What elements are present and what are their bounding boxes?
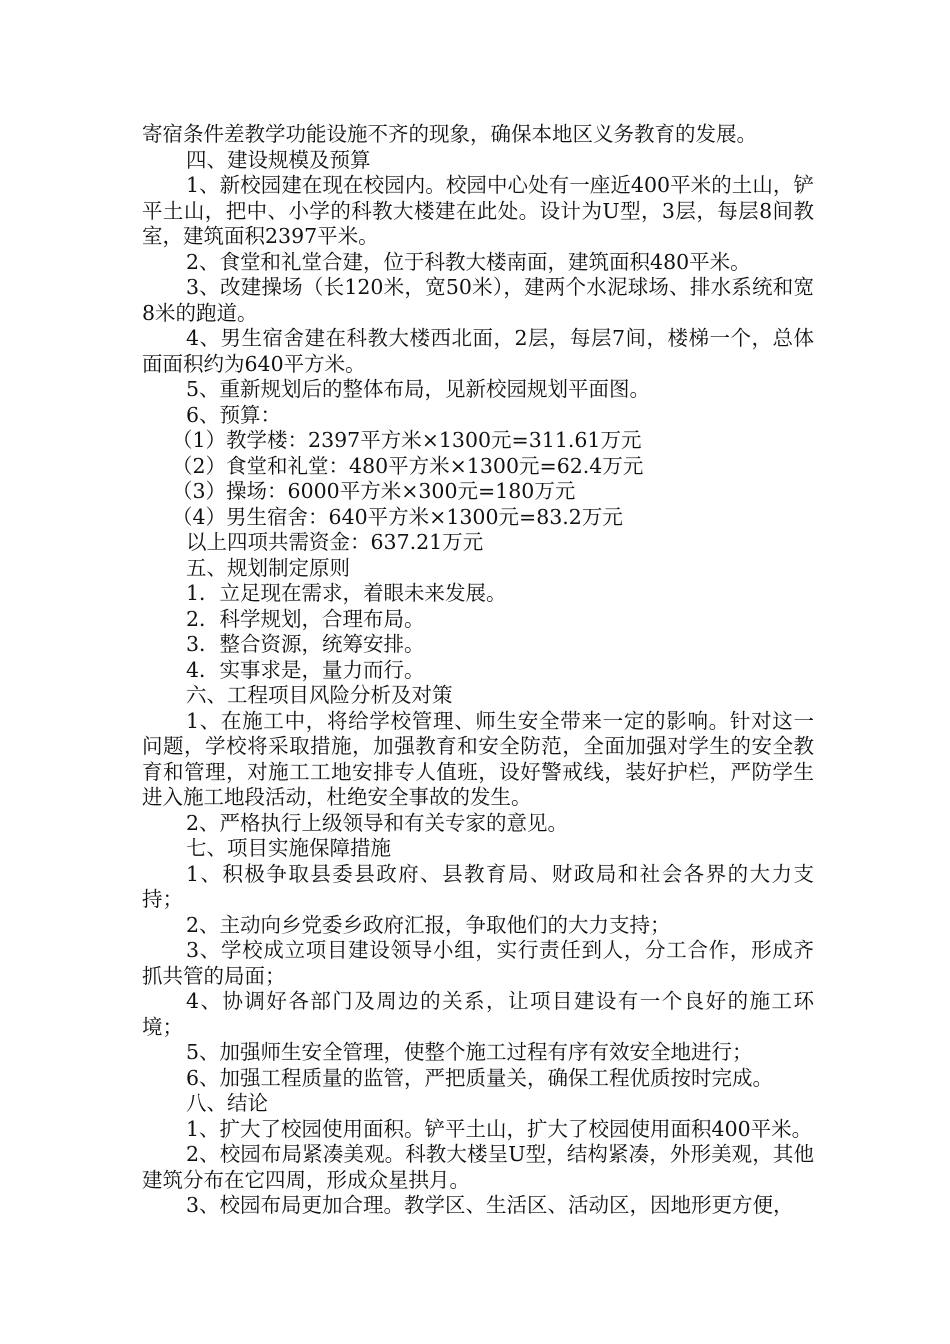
paragraph: 1、新校园建在现在校园内。校园中心处有一座近400平米的土山，铲平土山，把中、小学的科教大楼建在此处。设计为U型，3层，每层8间教室，建筑面积2397平米。 [142,173,814,248]
paragraph: 2、食堂和礼堂合建，位于科教大楼南面，建筑面积480平米。 [186,249,751,274]
list-item: 4．实事求是，量力而行。 [186,657,425,682]
paragraph: 1、积极争取县委县政府、县教育局、财政局和社会各界的大力支持； [142,861,814,911]
budget-item: （4）男生宿舍：640平方米×1300元=83.2万元 [172,504,623,529]
section-heading: 八、结论 [186,1091,268,1115]
list-item: 2．科学规划，合理布局。 [186,606,425,631]
paragraph: 1、在施工中，将给学校管理、师生安全带来一定的影响。针对这一问题，学校将采取措施，加强教育和安全防范，全面加强对学生的安全教育和管理，对施工工地安排专人值班，设好警戒线，装好护栏，严防学生进入施工地段活动，杜绝安全事故的发生。 [142,708,814,809]
paragraph: 4、男生宿舍建在科教大楼西北面，2层，每层7间，楼梯一个，总体面面积约为640平方米。 [142,326,814,376]
paragraph: 2、校园布局紧凑美观。科教大楼呈U型，结构紧凑，外形美观，其他建筑分布在它四周，形成众星拱月。 [142,1142,814,1192]
paragraph: 6、加强工程质量的监管，严把质量关，确保工程优质按时完成。 [186,1065,774,1090]
budget-item: （2）食堂和礼堂：480平方米×1300元=62.4万元 [172,453,644,478]
paragraph: 4、协调好各部门及周边的关系，让项目建设有一个良好的施工环境； [142,989,814,1039]
section-heading: 五、规划制定原则 [186,555,350,580]
paragraph: 寄宿条件差教学功能设施不齐的现象，确保本地区义务教育的发展。 [142,122,757,146]
section-heading: 七、项目实施保障措施 [186,836,391,860]
paragraph: 3、校园布局更加合理。教学区、生活区、活动区，因地形更方便， [186,1193,794,1217]
section-heading: 六、工程项目风险分析及对策 [186,683,453,707]
paragraph: 1、扩大了校园使用面积。铲平土山，扩大了校园使用面积400平米。 [186,1116,813,1141]
budget-total: 以上四项共需资金：637.21万元 [186,530,484,554]
paragraph: 3、学校成立项目建设领导小组，实行责任到人，分工合作，形成齐抓共管的局面； [142,938,814,988]
paragraph: 2、主动向乡党委乡政府汇报，争取他们的大力支持； [186,912,671,937]
document-body [142,122,814,1219]
paragraph: 2、严格执行上级领导和有关专家的意见。 [186,810,569,835]
section-heading: 四、建设规模及预算 [186,147,371,172]
paragraph: 6、预算： [186,402,282,427]
list-item: 3．整合资源，统筹安排。 [186,632,425,656]
paragraph: 5、加强师生安全管理，使整个施工过程有序有效安全地进行； [186,1040,753,1064]
budget-item: （3）操场：6000平方米×300元=180万元 [172,479,576,503]
list-item: 1．立足现在需求，着眼未来发展。 [186,581,507,605]
paragraph: 3、改建操场（长120米，宽50米），建两个水泥球场、排水系统和宽8米的跑道。 [142,275,814,325]
budget-item: （1）教学楼：2397平方米×1300元=311.61万元 [172,428,642,452]
paragraph: 5、重新规划后的整体布局，见新校园规划平面图。 [186,377,651,401]
